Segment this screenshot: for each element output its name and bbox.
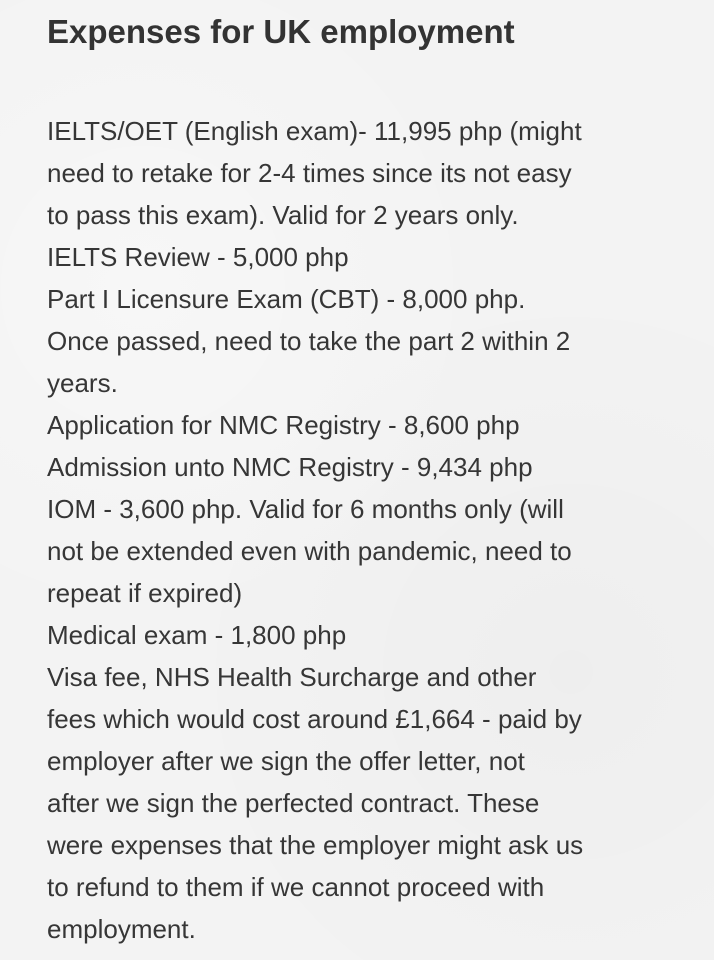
note-line: Visa fee, NHS Health Surcharge and other (47, 662, 537, 692)
note-line: employment. (47, 914, 196, 944)
note-line: Medical exam - 1,800 php (47, 620, 347, 650)
note-line: repeat if expired) (47, 578, 243, 608)
note-line: IELTS/OET (English exam)- 11,995 php (might (47, 116, 582, 146)
note-body (47, 110, 687, 950)
note-line: fees which would cost around £1,664 - paid by (47, 704, 582, 734)
note-line: Once passed, need to take the part 2 within 2 (47, 326, 571, 356)
note-line: years. (47, 368, 118, 398)
note-line: IOM - 3,600 php. Valid for 6 months only (will (47, 494, 564, 524)
note-page (47, 10, 687, 950)
note-title: Expenses for UK employment (47, 13, 515, 50)
note-line: need to retake for 2-4 times since its not easy (47, 158, 572, 188)
note-line: after we sign the perfected contract. These (47, 788, 540, 818)
note-line: to pass this exam). Valid for 2 years only. (47, 200, 519, 230)
note-line: Part I Licensure Exam (CBT) - 8,000 php. (47, 284, 526, 314)
note-line: Application for NMC Registry - 8,600 php (47, 410, 520, 440)
note-line: Admission unto NMC Registry - 9,434 php (47, 452, 533, 482)
note-line: employer after we sign the offer letter, not (47, 746, 525, 776)
note-line: to refund to them if we cannot proceed with (47, 872, 545, 902)
note-line: IELTS Review - 5,000 php (47, 242, 349, 272)
note-line: were expenses that the employer might ask us (47, 830, 584, 860)
note-line: not be extended even with pandemic, need to (47, 536, 572, 566)
